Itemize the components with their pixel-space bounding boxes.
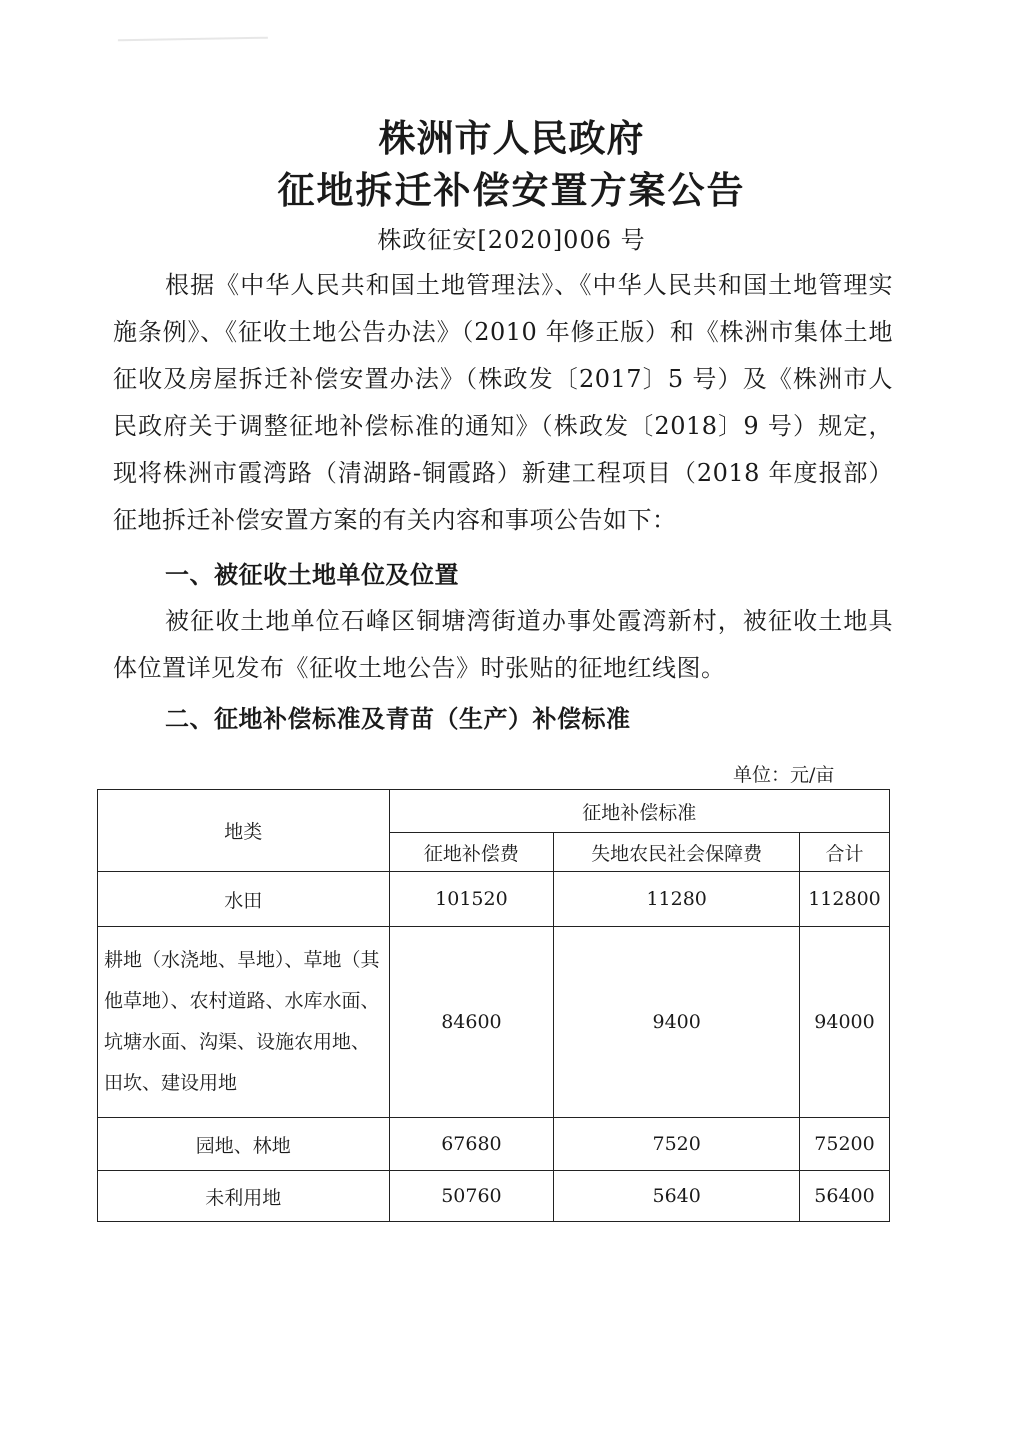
section-heading-1: 一、被征收土地单位及位置 [165, 560, 459, 589]
title-notice: 征地拆迁补偿安置方案公告 [277, 168, 746, 212]
header-total: 合计 [799, 833, 889, 872]
cell-social-security: 9400 [554, 927, 800, 1118]
header-landtype: 地类 [98, 790, 390, 872]
table-row [98, 1118, 890, 1171]
cell-compensation: 67680 [389, 1118, 554, 1171]
compensation-table [97, 789, 890, 1222]
table-row [98, 872, 890, 927]
table-unit: 单位：元/亩 [733, 764, 835, 786]
cell-compensation: 50760 [389, 1171, 554, 1222]
intro-paragraph: 根据《中华人民共和国土地管理法》、《中华人民共和国土地管理实施条例》、《征收土地公告办法》（2010 年修正版）和《株洲市集体土地征收及房屋拆迁补偿安置办法》（株政发〔2017〕5 号）及《株洲市人民政府关于调整征地补偿标准的通知》（株政发〔2018〕9 号）规定，现将株洲市霞湾路（清湖路-铜霞路）新建工程项目（2018 年度报部）征地拆迁补偿安置方案的有关内容和事项公告如下： [113, 271, 893, 534]
cell-social-security: 5640 [554, 1171, 800, 1222]
cell-landtype: 水田 [98, 872, 390, 927]
cell-total: 75200 [799, 1118, 889, 1171]
cell-total: 94000 [799, 927, 889, 1118]
location-paragraph: 被征收土地单位石峰区铜塘湾街道办事处霞湾新村，被征收土地具体位置详见发布《征收土地公告》时张贴的征地红线图。 [113, 607, 893, 682]
cell-compensation: 84600 [389, 927, 554, 1118]
header-group: 征地补偿标准 [389, 790, 889, 833]
table-header-row [98, 790, 890, 833]
cell-total: 112800 [799, 872, 889, 927]
table-row [98, 927, 890, 1118]
cell-total: 56400 [799, 1171, 889, 1222]
cell-social-security: 11280 [554, 872, 800, 927]
cell-social-security: 7520 [554, 1118, 800, 1171]
table-row [98, 1171, 890, 1222]
cell-landtype: 未利用地 [98, 1171, 390, 1222]
section-heading-2: 二、征地补偿标准及青苗（生产）补偿标准 [165, 704, 631, 733]
cell-compensation: 101520 [389, 872, 554, 927]
scan-mark [118, 37, 268, 54]
document-number: 株政征安[2020]006 号 [377, 226, 646, 254]
cell-landtype: 耕地（水浇地、旱地）、草地（其他草地）、农村道路、水库水面、坑塘水面、沟渠、设施农用地、田坎、建设用地 [98, 927, 390, 1118]
header-social-security: 失地农民社会保障费 [554, 833, 800, 872]
title-issuer: 株洲市人民政府 [378, 116, 645, 160]
header-compensation: 征地补偿费 [389, 833, 554, 872]
cell-landtype: 园地、林地 [98, 1118, 390, 1171]
